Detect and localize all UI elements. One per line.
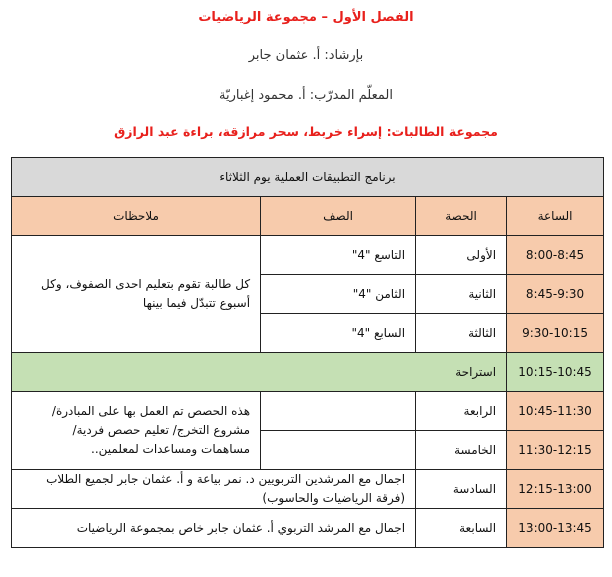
class-cell: الثامن "4": [261, 275, 416, 314]
column-header-period: الحصة: [416, 197, 507, 236]
time-cell: 13:00-13:45: [507, 509, 604, 548]
class-cell: السابع "4": [261, 314, 416, 353]
table-title: برنامج التطبيقات العملية يوم الثلاثاء: [12, 158, 604, 197]
table-row: [12, 470, 604, 509]
students-line: مجموعة الطالبات: إسراء خربط، سحر مرازقة، براءة عبد الرازق: [114, 124, 498, 139]
time-cell: 8:45-9:30: [507, 275, 604, 314]
class-cell: التاسع "4": [261, 236, 416, 275]
period-cell: الثانية: [416, 275, 507, 314]
table-row: [12, 236, 604, 275]
period-cell: الأولى: [416, 236, 507, 275]
class-cell: [261, 431, 416, 470]
break-label: استراحة: [12, 353, 507, 392]
trainer-line: المعلّم المدرّب: أ. محمود إغباريّة: [219, 88, 393, 103]
time-cell: 9:30-10:15: [507, 314, 604, 353]
period-cell: الثالثة: [416, 314, 507, 353]
notes-cell: اجمال مع المرشد التربوي أ. عثمان جابر خاص بمجموعة الرياضيات: [12, 509, 416, 548]
break-row: [12, 353, 604, 392]
table-row: [12, 509, 604, 548]
time-cell: 12:15-13:00: [507, 470, 604, 509]
period-cell: الرابعة: [416, 392, 507, 431]
supervisor-line: بإرشاد: أ. عثمان جابر: [248, 48, 364, 63]
time-cell: 10:15-10:45: [507, 353, 604, 392]
period-cell: السادسة: [416, 470, 507, 509]
table-title-row: [12, 158, 604, 197]
column-header-class: الصف: [261, 197, 416, 236]
column-header-notes: ملاحظات: [12, 197, 261, 236]
column-header-time: الساعة: [507, 197, 604, 236]
period-cell: السابعة: [416, 509, 507, 548]
document-title: الفصل الأول – مجموعة الرياضيات: [198, 10, 414, 25]
period-cell: الخامسة: [416, 431, 507, 470]
time-cell: 11:30-12:15: [507, 431, 604, 470]
class-cell: [261, 392, 416, 431]
table-header-row: [12, 197, 604, 236]
notes-cell: كل طالبة تقوم بتعليم احدى الصفوف، وكل أسبوع تتبدّل فيما بينها: [12, 236, 261, 353]
time-cell: 10:45-11:30: [507, 392, 604, 431]
notes-cell: اجمال مع المرشدين التربويين د. نمر بياعة و أ. عثمان جابر لجميع الطلاب (فرقة الرياضيات والحاسوب): [12, 470, 416, 509]
schedule-table: [11, 157, 604, 548]
table-row: [12, 392, 604, 431]
time-cell: 8:00-8:45: [507, 236, 604, 275]
notes-cell: هذه الحصص تم العمل بها على المبادرة/ مشروع التخرج/ تعليم حصص فردية/ مساهمات ومساعدات لمعلمين..: [12, 392, 261, 470]
